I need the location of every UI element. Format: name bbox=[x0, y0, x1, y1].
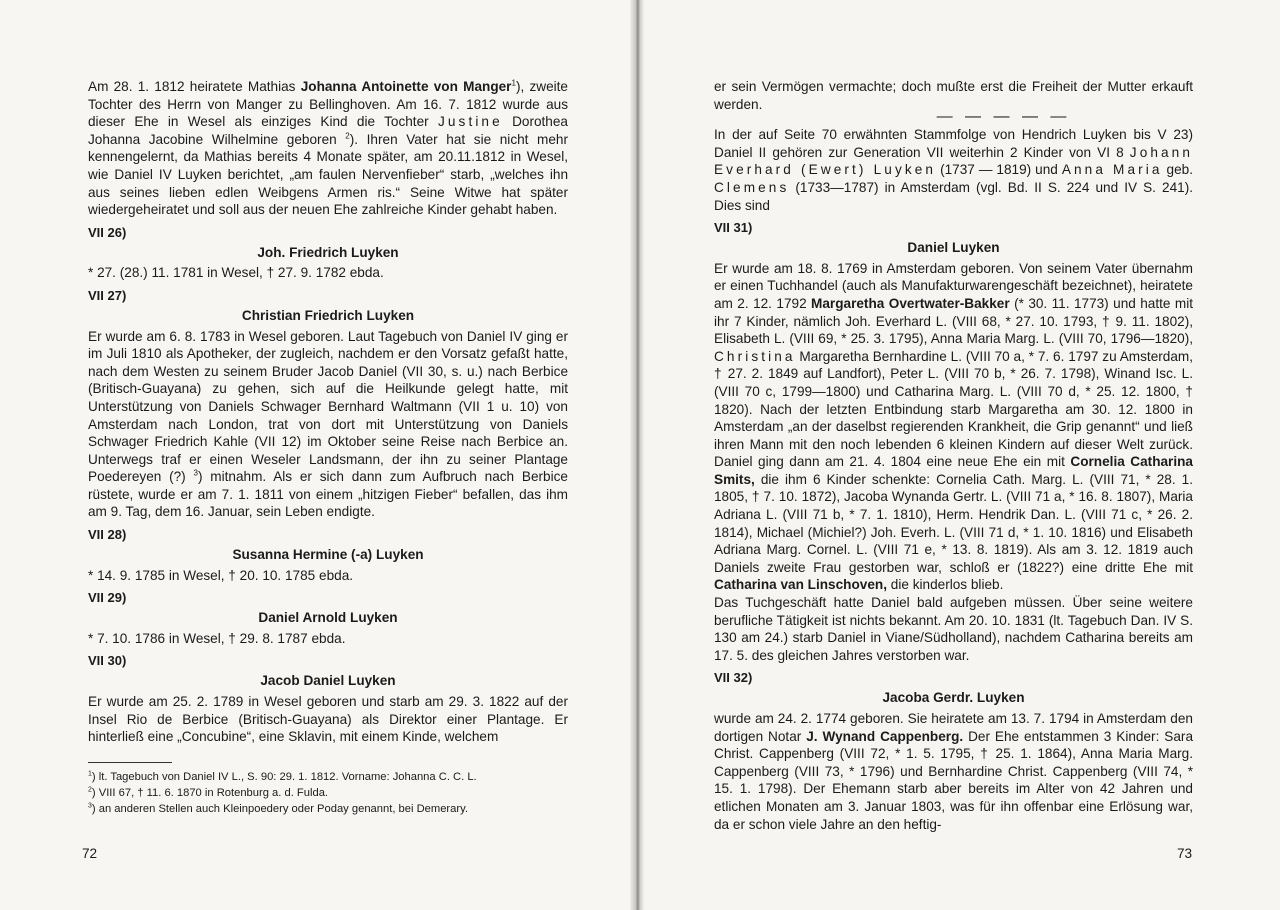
continuation-text: er sein Vermögen vermachte; doch mußte erst die Freiheit der Mutter erkauft werden. bbox=[714, 79, 1193, 112]
section-label: VII 31) bbox=[714, 220, 753, 236]
person-heading: Christian Friedrich Luyken bbox=[241, 307, 415, 323]
right-page-text bbox=[714, 78, 1193, 833]
book-spine bbox=[630, 0, 644, 910]
section-label: VII 26) bbox=[88, 224, 127, 240]
intro-paragraph: In der auf Seite 70 erwähnten Stammfolge von Hendrich Luyken bis V 23) Daniel II gehören zur Generation VII weiterhin 2 Kinder von VI 8 Johann Everhard (Ewert) Luyken (1737 — 1819) und Anna Maria geb. Clemens (1733—1787) in Amsterdam (vgl. Bd. II S. 224 und IV S. 241). Dies sind bbox=[714, 127, 1194, 213]
entry-text: Er wurde am 25. 2. 1789 in Wesel geboren und starb am 29. 3. 1822 auf der Insel Rio de Berbice (Britisch-Guayana) als Direktor einer Plantage. Er hinterließ eine „Concubine“, eine Sklavin, mit einem Kinde, welchem bbox=[88, 694, 568, 745]
left-page bbox=[0, 0, 636, 910]
left-page-text bbox=[88, 78, 568, 817]
footnote: $^3$) an anderen Stellen auch Kleinpoedery oder Poday genannt, bei Demerary. bbox=[88, 802, 468, 815]
person-heading: Jacob Daniel Luyken bbox=[260, 673, 396, 689]
entry-text: * 14. 9. 1785 in Wesel, † 20. 10. 1785 ebda. bbox=[88, 567, 354, 583]
section-label: VII 30) bbox=[88, 653, 127, 669]
spaced-name: Anna Maria bbox=[1061, 162, 1163, 178]
person-heading: Daniel Arnold Luyken bbox=[258, 610, 398, 626]
entry-text: wurde am 24. 2. 1774 geboren. Sie heiratete am 13. 7. 1794 in Amsterdam den dortigen Notar J. Wynand Cappenberg. Der Ehe entstammen 3 Kinder: Sara Christ. Cappenberg (VIII 72, * 1. 5. 1795, † 25. 1. 1864), Anna Maria Marg. Cappenberg (VIII 73, * 1796) und Bernhardine Christ. Cappenberg (VIII 74, * 15. 1. 1798). Der Ehemann starb aber bereits im Alter von 42 Jahren und etlichen Monaten am 3. Januar 1803, was für ihn offenbar eine Erlösung war, da er schon viele Jahre an den heftig- bbox=[714, 711, 1193, 832]
person-heading: Susanna Hermine (-a) Luyken bbox=[232, 547, 424, 563]
spouse-name: Johanna Antoinette von Manger bbox=[300, 79, 512, 94]
section-label: VII 27) bbox=[88, 287, 127, 303]
section-label: VII 32) bbox=[714, 670, 753, 686]
spaced-name: Clemens bbox=[714, 179, 790, 195]
footnote-divider bbox=[88, 762, 172, 763]
footnote-ref: 2 bbox=[345, 131, 350, 141]
spaced-name: Johann Everhard (Ewert) Luyken bbox=[714, 144, 1193, 178]
section-label: VII 28) bbox=[88, 527, 127, 543]
person-heading: Jacoba Gerdr. Luyken bbox=[882, 690, 1025, 706]
entry-text: * 27. (28.) 11. 1781 in Wesel, † 27. 9. 1782 ebda. bbox=[88, 265, 384, 281]
footnote: $^2$) VIII 67, † 11. 6. 1870 in Rotenburg a. d. Fulda. bbox=[88, 786, 329, 799]
page-number: 72 bbox=[82, 846, 98, 861]
entry-text: * 7. 10. 1786 in Wesel, † 29. 8. 1787 ebda. bbox=[88, 630, 346, 646]
entry-text: Das Tuchgeschäft hatte Daniel bald aufgeben müssen. Über seine weitere berufliche Tätigkeit ist nichts bekannt. Am 20. 10. 1831 (lt. Tagebuch Dan. IV S. 130 am 24.) starb Daniel in Viane/Südholland), nachdem Catharina bereits am 17. 5. des gleichen Jahres verstorben war. bbox=[714, 595, 1193, 663]
page-number: 73 bbox=[1177, 846, 1193, 861]
footnote-ref: 1 bbox=[511, 78, 516, 88]
entry-text: Er wurde am 18. 8. 1769 in Amsterdam geboren. Von seinem Vater übernahm er einen Tuchhandel (auch als Manufakturwarengeschäft bezeichnet), heiratete am 2. 12. 1792 Margaretha Overtwater-Bakker (* 30. 11. 1773) und hatte mit ihr 7 Kinder, nämlich Joh. Everhard L. (VIII 68, * 27. 10. 1793, † 9. 11. 1802), Elisabeth L. (VIII 69, * 25. 3. 1795), Anna Maria Marg. L. (VIII 70, 1796—1820), Christina Margaretha Bernhardine L. (VIII 70 a, * 7. 6. 1797 zu Amsterdam, † 27. 2. 1849 auf Landfort), Peter L. (VIII 70 b, * 26. 7. 1798), Winand Isc. L. (VIII 70 c, 1799—1800) und Catharina Marg. L. (VIII 70 d, * 25. 12. 1800, † 1820). Nach der letzten Entbindung starb Margaretha am 30. 12. 1800 in Amsterdam „an der daselbst regierenden Krankheit, die Grip genannt“ und ließ ihren Mann mit den noch lebenden 6 kleinen Kindern auf dieser Welt zurück. Daniel ging dann am 21. 4. 1804 eine neue Ehe ein mit Cornelia Catharina Smits, die ihm 6 Kinder schenkte: Cornelia Cath. Marg. L. (VIII 71, * 28. 1. 1805, † 7. 10. 1872), Jacoba Wynanda Gertr. L. (VIII 71 a, * 16. 8. 1807), Maria Adriana L. (VIII 71 b, * 7. 1. 1810), Herm. Hendrik Dan. L. (VIII 71 c, * 26. 2. 1814), Michael (Michiel?) Joh. Everh. L. (VIII 71 d, * 1. 10. 1816) und Elisabeth Adriana Marg. Cornel. L. (VIII 71 e, * 13. 8. 1819). Als am 3. 12. 1819 auch Daniels zweite Frau gestorben war, schloß er (1822?) eine dritte Ehe mit Catharina van Linschoven, die kinderlos blieb. bbox=[714, 260, 1194, 593]
person-heading: Joh. Friedrich Luyken bbox=[257, 244, 399, 260]
footnote-ref: 3 bbox=[193, 468, 198, 478]
entry-text: Er wurde am 6. 8. 1783 in Wesel geboren. Laut Tagebuch von Daniel IV ging er im Juli 1810 als Apotheker, der zugleich, nachdem er den Vorsatz gefaßt hatte, nach dem Westen zu seinem Bruder Jacob Daniel (VII 30, s. u.) nach Berbice (Britisch-Guayana) zu gehen, sich auf die Heilkunde gelegt hatte, mit Unterstützung von Daniels Schwager Bernhard Waltmann (VII 1 u. 10) von Amsterdam nach London, trat von dort mit Unterstützung von Daniels Schwager Friedrich Kahle (VII 12) im Oktober seine Reise nach Berbice an. Unterwegs traf er einen Weseler Landsmann, der ihn zu seiner Plantage Poedereyen (?) $^3$) mitnahm. Als er sich dann zum Aufbruch nach Berbice rüstete, wurde er am 7. 1. 1811 von einem „hitzigen Fieber“ befallen, das ihm am 9. Tag, dem 16. Januar, sein Leben endigte. bbox=[88, 328, 568, 520]
person-heading: Daniel Luyken bbox=[907, 240, 1000, 256]
spaced-name: Christina bbox=[714, 348, 796, 364]
footnote: $^1$) lt. Tagebuch von Daniel IV L., S. 90: 29. 1. 1812. Vorname: Johanna C. C. L. bbox=[88, 770, 477, 783]
separator: — — — — — bbox=[936, 108, 1071, 126]
section-label: VII 29) bbox=[88, 590, 127, 606]
spaced-name: Justine bbox=[437, 114, 503, 130]
intro-paragraph: Am 28. 1. 1812 heiratete Mathias Johanna Antoinette von Manger$^1$), zweite Tochter des Herrn von Manger zu Bellinghoven. Am 16. 7. 1812 wurde aus dieser Ehe in Wesel als einziges Kind die Tochter Justine Dorothea Johanna Jacobine Wilhelmine geboren $^2$). Ihren Vater hat sie nicht mehr kennengelernt, da Mathias bereits 4 Monate später, am 20.11.1812 in Wesel, wie Daniel IV Luyken berichtet, „am faulen Nervenfieber“ starb, „welches ihn aus seines lieben edlen Weibgens Armen ris.“ Seine Witwe hat später wiedergeheiratet und soll aus der neuen Ehe zahlreiche Kinder gehabt haben. bbox=[88, 78, 569, 218]
